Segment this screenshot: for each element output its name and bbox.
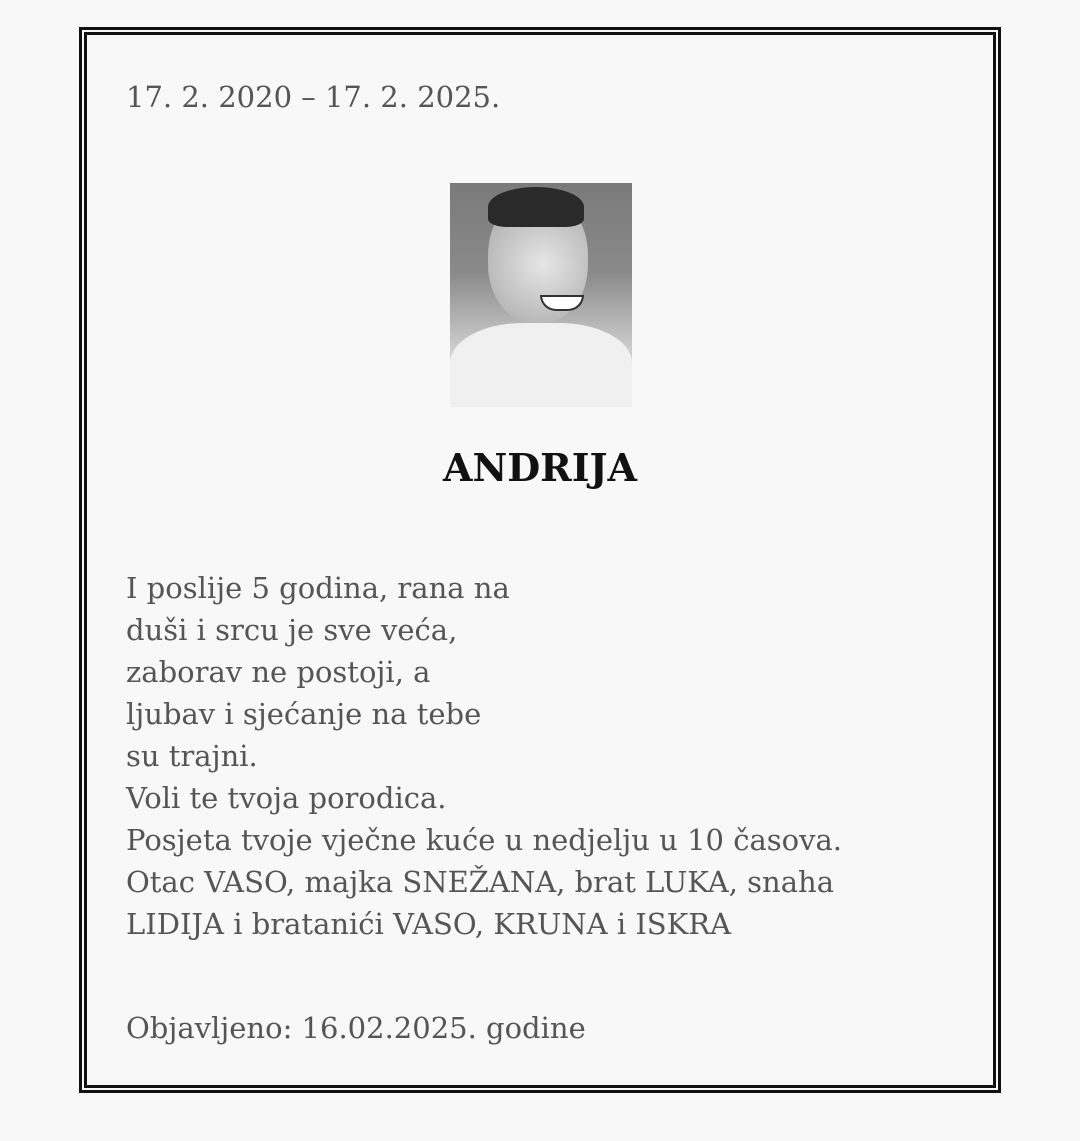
portrait-photo <box>450 183 632 407</box>
photo-hair <box>488 187 584 227</box>
message-line: Voli te tvoja porodica. <box>126 781 447 815</box>
photo-smile <box>540 295 584 311</box>
memorial-frame <box>79 27 1001 1093</box>
message-line: zaborav ne postoji, a <box>126 655 431 689</box>
message-line: Otac VASO, majka SNEŽANA, brat LUKA, snaha <box>126 865 834 899</box>
memorial-card <box>84 32 996 1088</box>
message-line: Posjeta tvoje vječne kuće u nedjelju u 10 časova. <box>126 823 842 857</box>
photo-shirt <box>450 323 632 407</box>
message-line: ljubav i sjećanje na tebe <box>126 697 482 731</box>
message-line: su trajni. <box>126 739 258 773</box>
life-dates: 17. 2. 2020 – 17. 2. 2025. <box>126 80 501 114</box>
message-line: I poslije 5 godina, rana na <box>126 571 510 605</box>
memorial-message <box>126 567 842 945</box>
message-line: LIDIJA i bratanići VASO, KRUNA i ISKRA <box>126 907 732 941</box>
deceased-name: ANDRIJA <box>443 445 637 490</box>
published-date: Objavljeno: 16.02.2025. godine <box>126 1011 586 1045</box>
message-line: duši i srcu je sve veća, <box>126 613 458 647</box>
